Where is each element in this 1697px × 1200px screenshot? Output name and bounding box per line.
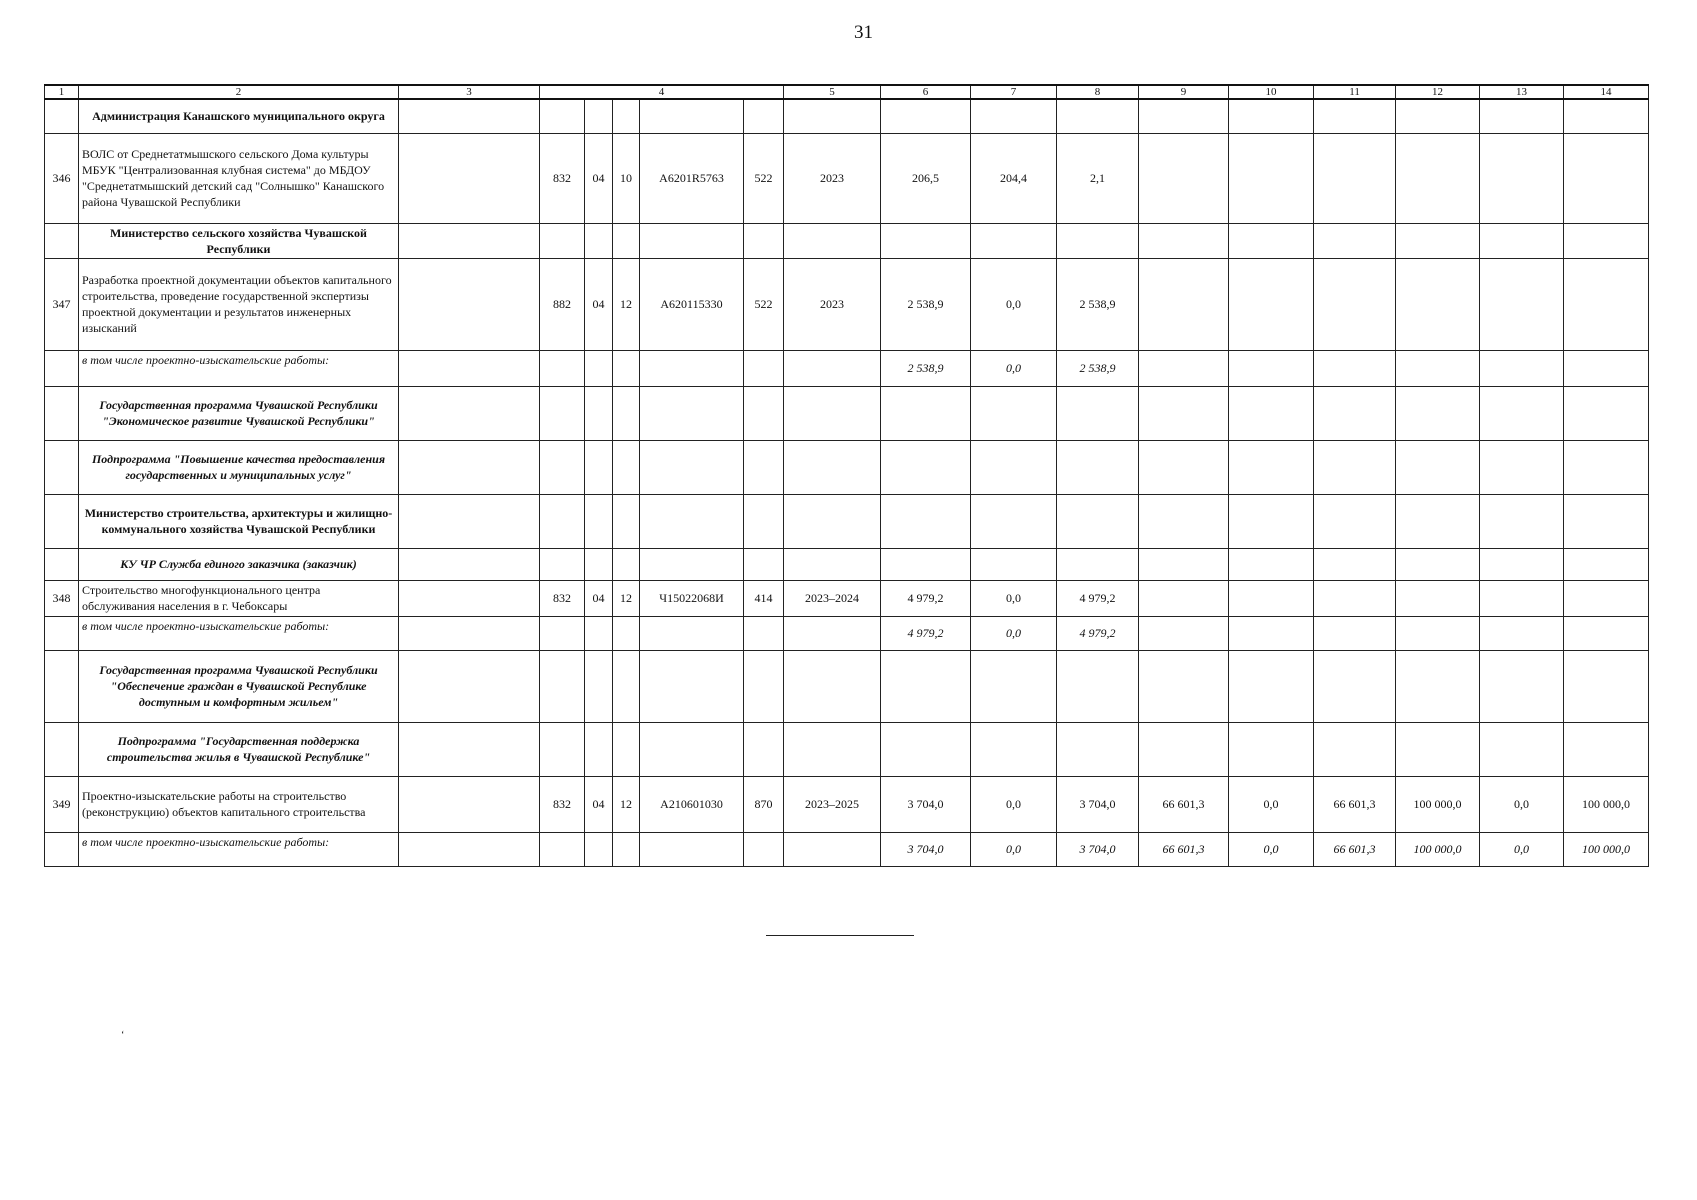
value-cell: 2,1 — [1057, 133, 1139, 223]
value-cell: 0,0 — [971, 776, 1057, 832]
column-number: 9 — [1139, 85, 1229, 99]
end-of-table-rule — [766, 935, 914, 936]
value-cell: 100 000,0 — [1564, 832, 1649, 866]
value-cell: 4 979,2 — [1057, 616, 1139, 650]
section-title: Министерство сельского хозяйства Чувашской Республики — [79, 223, 399, 258]
grbs-code: 882 — [540, 258, 585, 350]
section-title: Государственная программа Чувашской Республики "Экономическое развитие Чувашской Республики" — [79, 386, 399, 440]
value-cell: 0,0 — [1480, 832, 1564, 866]
section-row — [45, 440, 1649, 494]
section-code: 04 — [585, 133, 613, 223]
value-cell: 3 704,0 — [1057, 832, 1139, 866]
section-title: КУ ЧР Служба единого заказчика (заказчик) — [79, 548, 399, 580]
column-number-row — [45, 85, 1649, 99]
value-cell: 2 538,9 — [1057, 258, 1139, 350]
value-cell: 0,0 — [1229, 776, 1314, 832]
stray-mark: ‘ — [121, 1030, 125, 1041]
table-row — [45, 580, 1649, 616]
subsection-code: 12 — [613, 258, 640, 350]
value-cell: 204,4 — [971, 133, 1057, 223]
grbs-code: 832 — [540, 776, 585, 832]
value-cell: 2 538,9 — [1057, 350, 1139, 386]
section-title: Государственная программа Чувашской Республики "Обеспечение граждан в Чувашской Республике доступным и комфортным жильем" — [79, 650, 399, 722]
target-article-code: А620115330 — [640, 258, 744, 350]
row-number: 347 — [45, 258, 79, 350]
expense-type-code: 522 — [744, 258, 784, 350]
value-cell: 66 601,3 — [1139, 832, 1229, 866]
column-number: 7 — [971, 85, 1057, 99]
value-cell: 4 979,2 — [881, 580, 971, 616]
including-label: в том числе проектно-изыскательские работы: — [79, 350, 399, 386]
object-description: Разработка проектной документации объектов капитального строительства, проведение государственной экспертизы проектной документации и результатов инженерных изысканий — [79, 258, 399, 350]
section-row — [45, 386, 1649, 440]
target-article-code: Ч15022068И — [640, 580, 744, 616]
column-number: 6 — [881, 85, 971, 99]
value-cell: 4 979,2 — [1057, 580, 1139, 616]
expense-type-code: 414 — [744, 580, 784, 616]
section-row — [45, 548, 1649, 580]
years-cell: 2023–2024 — [784, 580, 881, 616]
column-number: 11 — [1314, 85, 1396, 99]
including-label: в том числе проектно-изыскательские работы: — [79, 832, 399, 866]
row-number: 348 — [45, 580, 79, 616]
section-title: Подпрограмма "Повышение качества предоставления государственных и муниципальных услуг" — [79, 440, 399, 494]
value-cell: 3 704,0 — [881, 832, 971, 866]
table-row — [45, 616, 1649, 650]
section-row — [45, 722, 1649, 776]
column-number: 12 — [1396, 85, 1480, 99]
value-cell: 3 704,0 — [881, 776, 971, 832]
value-cell: 2 538,9 — [881, 258, 971, 350]
column-number: 13 — [1480, 85, 1564, 99]
expense-type-code: 870 — [744, 776, 784, 832]
value-cell: 2 538,9 — [881, 350, 971, 386]
row-number: 349 — [45, 776, 79, 832]
section-title: Администрация Канашского муниципального округа — [79, 99, 399, 133]
table-row — [45, 350, 1649, 386]
subsection-code: 12 — [613, 580, 640, 616]
value-cell: 66 601,3 — [1314, 776, 1396, 832]
section-code: 04 — [585, 258, 613, 350]
column-number: 2 — [79, 85, 399, 99]
value-cell: 4 979,2 — [881, 616, 971, 650]
column-number: 14 — [1564, 85, 1649, 99]
value-cell: 0,0 — [971, 580, 1057, 616]
column-number: 10 — [1229, 85, 1314, 99]
section-code: 04 — [585, 580, 613, 616]
value-cell: 0,0 — [971, 350, 1057, 386]
object-description: Проектно-изыскательские работы на строительство (реконструкцию) объектов капитального строительства — [79, 776, 399, 832]
budget-table — [44, 84, 1649, 867]
column-number: 1 — [45, 85, 79, 99]
including-label: в том числе проектно-изыскательские работы: — [79, 616, 399, 650]
table-row — [45, 832, 1649, 866]
value-cell: 3 704,0 — [1057, 776, 1139, 832]
subsection-code: 10 — [613, 133, 640, 223]
row-number: 346 — [45, 133, 79, 223]
table-row — [45, 133, 1649, 223]
expense-type-code: 522 — [744, 133, 784, 223]
value-cell: 0,0 — [971, 258, 1057, 350]
subsection-code: 12 — [613, 776, 640, 832]
value-cell: 0,0 — [971, 616, 1057, 650]
years-cell: 2023–2025 — [784, 776, 881, 832]
years-cell: 2023 — [784, 258, 881, 350]
value-cell: 66 601,3 — [1314, 832, 1396, 866]
value-cell: 0,0 — [1229, 832, 1314, 866]
section-row — [45, 99, 1649, 133]
grbs-code: 832 — [540, 580, 585, 616]
object-description: ВОЛС от Среднетатмышского сельского Дома культуры МБУК "Централизованная клубная система" до МБДОУ "Среднетатмышский детский сад "Солнышко" Канашского района Чувашской Республики — [79, 133, 399, 223]
section-row — [45, 494, 1649, 548]
section-code: 04 — [585, 776, 613, 832]
value-cell: 0,0 — [1480, 776, 1564, 832]
value-cell: 66 601,3 — [1139, 776, 1229, 832]
column-number: 8 — [1057, 85, 1139, 99]
table-row — [45, 776, 1649, 832]
page-number: 31 — [854, 22, 873, 43]
section-title: Министерство строительства, архитектуры и жилищно-коммунального хозяйства Чувашской Республики — [79, 494, 399, 548]
value-cell: 206,5 — [881, 133, 971, 223]
section-row — [45, 223, 1649, 258]
section-title: Подпрограмма "Государственная поддержка строительства жилья в Чувашской Республике" — [79, 722, 399, 776]
value-cell: 100 000,0 — [1564, 776, 1649, 832]
column-number: 5 — [784, 85, 881, 99]
object-description: Строительство многофункционального центра обслуживания населения в г. Чебоксары — [79, 580, 399, 616]
column-number: 3 — [399, 85, 540, 99]
years-cell: 2023 — [784, 133, 881, 223]
column-number: 4 — [540, 85, 784, 99]
table-row — [45, 258, 1649, 350]
value-cell: 100 000,0 — [1396, 832, 1480, 866]
value-cell: 100 000,0 — [1396, 776, 1480, 832]
grbs-code: 832 — [540, 133, 585, 223]
value-cell: 0,0 — [971, 832, 1057, 866]
target-article-code: А210601030 — [640, 776, 744, 832]
target-article-code: А6201R5763 — [640, 133, 744, 223]
section-row — [45, 650, 1649, 722]
